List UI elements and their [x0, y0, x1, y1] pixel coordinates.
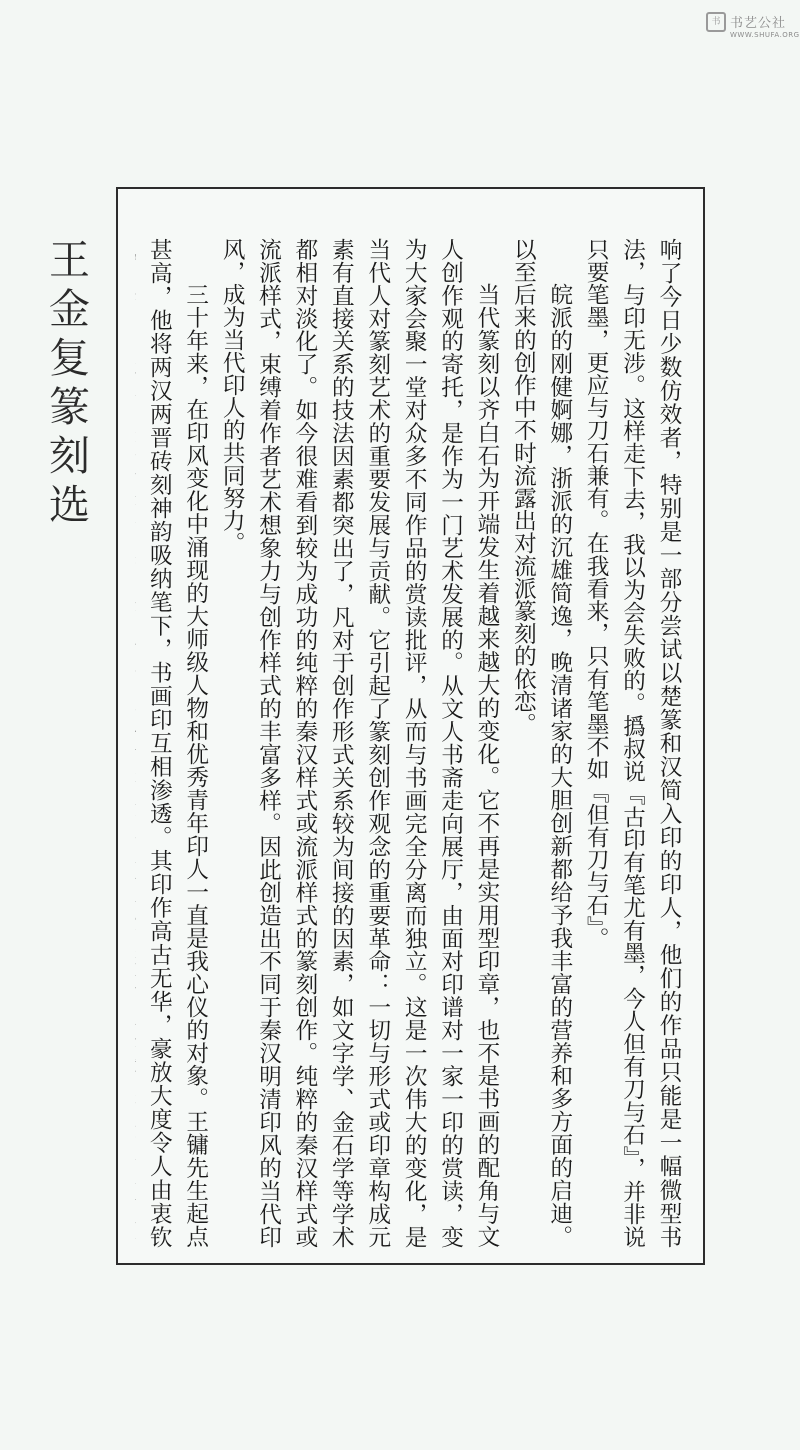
paragraph: 三十年来，在印风变化中涌现的大师级人物和优秀青年印人一直是我心仪的对象。王镛先生起点甚高，他将两汉两晋砖刻神韵吸纳笔下，书画印互相渗透。其印作高古无华，豪放大度令人由衷钦	[146, 238, 209, 1248]
watermark-site-name: 书艺公社	[730, 16, 787, 31]
paragraph: 响了今日少数仿效者，特别是一部分尝试以楚篆和汉简入印的印人，他们的作品只能是一幅微型书法，与印无涉。这样走下去，我以为会失败的。撝叔说『古印有笔尤有墨，今人但有刀与石』，并非说只要笔墨，更应与刀石兼有。在我看来，只有笔墨不如『但有刀与石』。	[583, 238, 682, 1248]
site-watermark	[706, 10, 800, 44]
watermark-seal-icon: 书	[706, 12, 726, 32]
paragraph: 当代篆刻以齐白石为开端发生着越来越大的变化。它不再是实用型印章，也不是书画的配角与文人创作观的寄托，是作为一门艺术发展的。从文人书斋走向展厅，由面对印谱对一家一印的赏读，变为大家会聚一堂对众多不同作品的赏读批评，从而与书画完全分离而独立。这是一次伟大的变化，是当代人对篆刻艺术的重要发展与贡献。它引起了篆刻创作观念的重要革命：一切与形式或印章构成元素有直接关系的技法因素都突出了，凡对于创作形式关系较为间接的因素，如文字学、金石学等学术都相对淡化了。如今很难看到较为成功的纯粹的秦汉样式或流派样式的篆刻创作。纯粹的秦汉样式或流派样式，束缚着作者艺术想象力与创作样式的丰富多样。因此创造出不同于秦汉明清印风的当代印风，成为当代印人的共同努力。	[219, 238, 500, 1248]
body-text	[135, 238, 687, 1248]
book-title: 王金复篆刻选	[42, 238, 90, 532]
watermark-site-url: WWW.SHUFA.ORG	[730, 31, 800, 39]
paragraph: 皖派的刚健婀娜，浙派的沉雄简逸，晚清诸家的大胆创新都给予我丰富的营养和多方面的启迪。以至后来的创作中不时流露出对流派篆刻的依恋。	[510, 238, 573, 1248]
